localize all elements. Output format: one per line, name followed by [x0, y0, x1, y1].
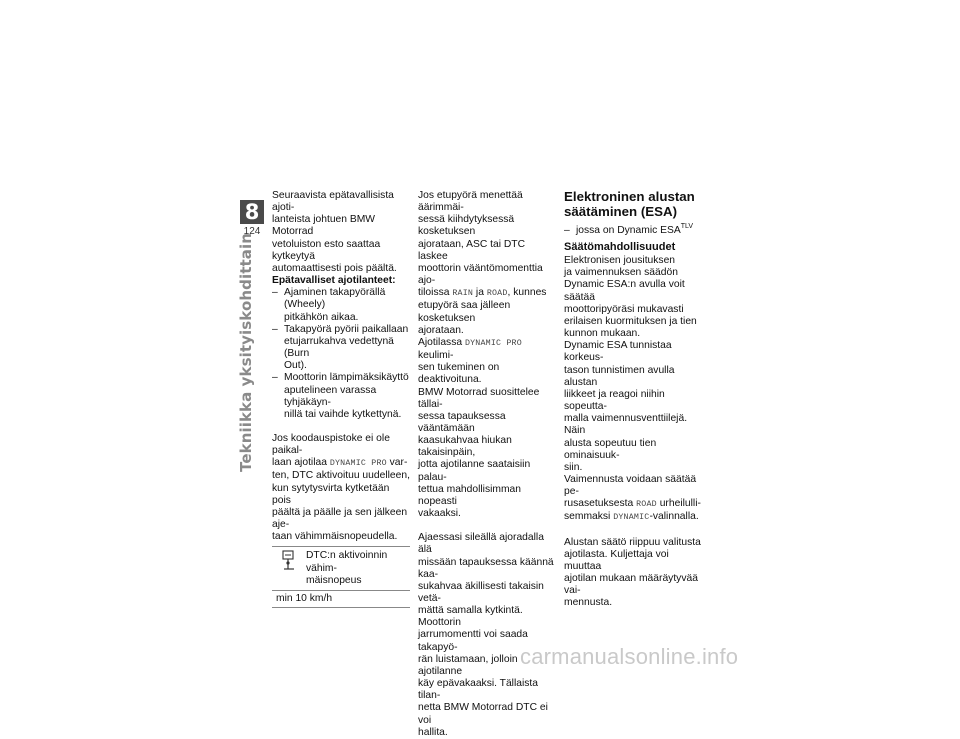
page-number: 124 — [243, 226, 261, 237]
text-line: missään tapauksessa käännä kaa- — [418, 556, 554, 580]
text-line: automaattisesti pois päältä. — [272, 262, 397, 274]
esa-sensor-paragraph — [564, 340, 704, 474]
text-line: ajotilan mukaan määräytyvää vai- — [564, 573, 698, 597]
column-1 — [272, 190, 410, 608]
text-line: hallita. — [418, 726, 448, 738]
text-line: netta BMW Motorrad DTC ei voi — [418, 702, 548, 726]
text-line: Seuraavista epätavallisista ajoti- — [272, 190, 394, 214]
text-line: tettua mahdollisimman nopeasti — [418, 483, 522, 507]
esa-heading — [564, 190, 704, 219]
option-item — [564, 225, 704, 237]
esa-intro-paragraph — [564, 255, 704, 340]
chapter-number: 8 — [240, 200, 264, 224]
text-line: jossa on Dynamic ESA — [576, 225, 681, 236]
text-line: moottoripyöräsi mukavasti — [564, 303, 684, 315]
watermark: carmanualsonline.info — [520, 644, 739, 669]
text-line: etupyörä saa jälleen kosketuksen — [418, 300, 511, 324]
min-speed-spec-box — [272, 546, 410, 608]
text-line: Vaimennusta voidaan säätää pe- — [564, 473, 697, 498]
text-line: Elektronisen jousituksen — [564, 255, 676, 267]
mode-road: ROAD — [636, 500, 657, 510]
text-line: etujarrukahva vedettynä (Burn — [284, 335, 394, 360]
text-line: ajotilasta. Kuljettaja voi muuttaa — [564, 548, 669, 572]
text-line: jarrumomentti voi saada takapyö- — [418, 629, 528, 653]
text-line: laan ajotilaa — [272, 457, 330, 469]
text-line: kunnon mukaan. — [564, 328, 641, 340]
text-line: erilaisen kuormituksen ja tien — [564, 315, 697, 327]
text-line: ajorataan. — [418, 324, 464, 336]
option-superscript: TLV — [680, 223, 694, 230]
text-line: liikkeet ja reagoi niihin sopeutta- — [564, 388, 665, 413]
text-line: päältä ja päälle ja sen jälkeen aje- — [272, 506, 408, 531]
mode-dynamic-pro: DYNAMIC PRO — [329, 459, 387, 469]
front-wheel-paragraph — [418, 190, 554, 337]
list-item — [272, 287, 410, 323]
spec-label-row — [272, 547, 410, 589]
text-line: Ajaminen takapyörällä (Wheely) — [284, 287, 386, 311]
spec-label — [306, 550, 410, 586]
text-line: ja — [473, 287, 487, 299]
text-line: tason tunnistimen avulla alustan — [564, 364, 675, 388]
text-line: rän luistamaan, jolloin ajotilanne — [418, 653, 518, 677]
text-line: lanteista johtuen BMW Motorrad — [272, 214, 376, 238]
text-line: , kunnes — [507, 287, 547, 299]
text-line: jotta ajotilanne saataisiin palau- — [418, 459, 531, 483]
list-item — [272, 324, 410, 373]
text-line: urheilulli- — [656, 498, 701, 510]
text-line: ja vaimennuksen säädön — [564, 267, 678, 279]
intro-paragraph — [272, 190, 410, 275]
text-line: Dynamic ESA tunnistaa korkeus- — [564, 340, 672, 364]
text-line: sen tukeminen on deaktivoituna. — [418, 362, 500, 386]
wheelie-paragraph — [418, 337, 554, 520]
text-line: keulimi- — [418, 350, 454, 362]
text-line: moottorin vääntömomenttia ajo- — [418, 262, 543, 287]
adjustment-options-heading: Säätömahdollisuudet — [564, 241, 676, 254]
text-line: Jos etupyörä menettää äärimmäi- — [418, 190, 523, 214]
text-line: kaasukahvaa hiukan takaisinpäin, — [418, 435, 512, 459]
text-line: malla vaimennusventtiilejä. Näin — [564, 413, 688, 437]
text-line: Jos koodauspistoke ei ole paikal- — [272, 432, 390, 457]
option-list — [564, 225, 704, 237]
text-line: Out). — [284, 360, 307, 372]
text-line: var- — [386, 457, 408, 469]
text-line: sukahvaa äkillisesti takaisin vetä- — [418, 580, 544, 604]
text-line: Ajotilassa — [418, 336, 465, 348]
list-item — [272, 372, 410, 421]
text-line: mennusta. — [564, 597, 613, 609]
text-line: mättä samalla kytkintä. Moottorin — [418, 605, 523, 629]
text-line: Moottorin lämpimäksikäyttö — [284, 372, 409, 384]
text-line: käy epävakaaksi. Tällaista tilan- — [418, 678, 539, 702]
text-line: Elektroninen alustan — [564, 189, 695, 204]
text-line: säätäminen (ESA) — [564, 203, 678, 219]
chassis-setting-paragraph — [564, 537, 704, 610]
text-line: nillä tai vaihde kytkettynä. — [284, 408, 402, 420]
text-line: alusta sopeutuu tien ominaisuuk- — [564, 437, 657, 461]
section-title: Tekniikka yksityiskohdittain — [237, 232, 255, 472]
text-line: Dynamic ESA:n avulla voit säätää — [564, 279, 685, 303]
text-line: Ajaessasi sileällä ajoradalla älä — [418, 532, 544, 556]
spec-value: min 10 km/h — [272, 590, 410, 608]
text-line: sessä kiihdytyksessä kosketuksen — [418, 214, 515, 238]
column-3 — [564, 190, 704, 610]
text-line: vetoluiston esto saattaa kytkeytyä — [272, 238, 381, 262]
text-line: siin. — [564, 461, 583, 473]
text-line: ajorataan, ASC tai DTC laskee — [418, 238, 526, 262]
text-line: sessa tapauksessa vääntämään — [418, 410, 506, 434]
text-line: tiloissa — [418, 287, 453, 299]
coding-plug-paragraph — [272, 433, 410, 543]
mode-rain: RAIN — [452, 289, 474, 299]
text-line: BMW Motorrad suosittelee tällai- — [418, 386, 540, 410]
damping-paragraph — [564, 474, 704, 525]
text-line: rusasetuksesta — [564, 498, 637, 510]
mode-dynamic: DYNAMIC — [613, 513, 650, 523]
mode-dynamic-pro: DYNAMIC PRO — [464, 338, 522, 348]
smooth-road-paragraph — [418, 532, 554, 739]
text-line: Takapyörä pyörii paikallaan — [284, 323, 409, 335]
text-line: semmaksi — [564, 511, 614, 523]
text-line: vakaaksi. — [418, 508, 461, 520]
text-line: ten, DTC aktivoituu uudelleen, — [272, 470, 410, 482]
text-line: pitkähkön aikaa. — [284, 311, 359, 323]
motorcycle-speed-icon — [280, 550, 300, 572]
situations-list — [272, 287, 410, 421]
text-line: taan vähimmäisnopeudella. — [272, 531, 398, 543]
unusual-situations-heading: Epätavalliset ajotilanteet: — [272, 275, 396, 287]
mode-road: ROAD — [486, 289, 508, 299]
text-line: kun sytytysvirta kytketään pois — [272, 482, 390, 506]
text-line: Alustan säätö riippuu valitusta — [564, 536, 701, 548]
text-line: -valinnalla. — [649, 511, 699, 523]
text-line: mäisnopeus — [306, 574, 362, 586]
text-line: aputelineen varassa tyhjäkäyn- — [284, 384, 377, 408]
text-line: DTC:n aktivoinnin vähim- — [306, 550, 388, 574]
